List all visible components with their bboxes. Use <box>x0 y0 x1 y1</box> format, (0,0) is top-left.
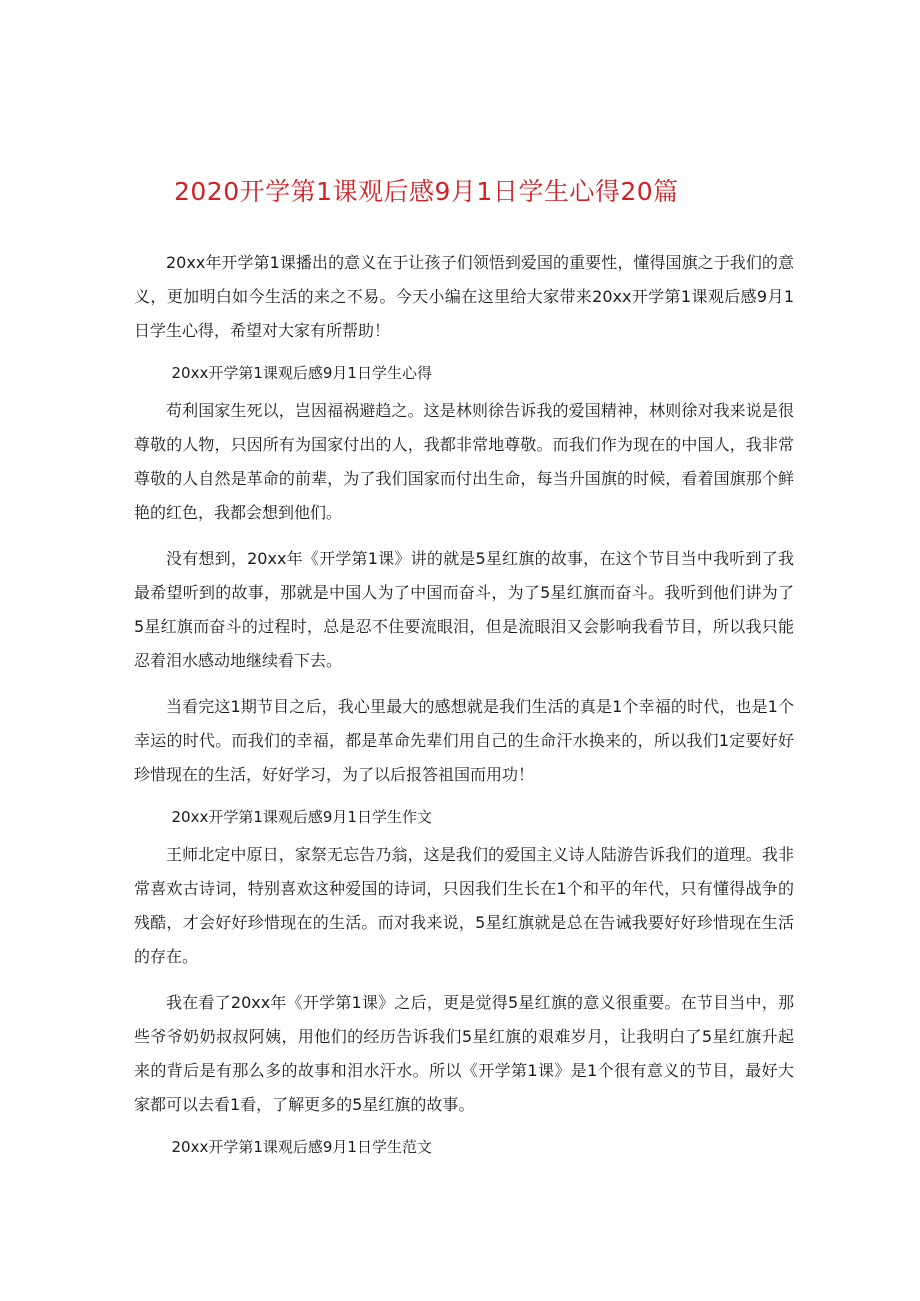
section-2-paragraph-2: 我在看了20xx年《开学第1课》之后，更是觉得5星红旗的意义很重要。在节目当中，那些爷爷奶奶叔叔阿姨，用他们的经历告诉我们5星红旗的艰难岁月，让我明白了5星红旗升起来的背后是有那么多的故事和泪水汗水。所以《开学第1课》是1个很有意义的节目，最好大家都可以去看1看，了解更多的5星红旗的故事。 <box>134 993 794 1114</box>
section-1-paragraph-1: 苟利国家生死以，岂因福祸避趋之。这是林则徐告诉我的爱国精神，林则徐对我来说是很尊敬的人物，只因所有为国家付出的人，我都非常地尊敬。而我们作为现在的中国人，我非常尊敬的人自然是革命的前辈，为了我们国家而付出生命，每当升国旗的时候，看着国旗那个鲜艳的红色，我都会想到他们。 <box>134 401 794 522</box>
section-heading-3: 20xx开学第1课观后感9月1日学生范文 <box>171 1138 432 1156</box>
section-heading-2: 20xx开学第1课观后感9月1日学生作文 <box>171 808 432 826</box>
intro-paragraph: 20xx年开学第1课播出的意义在于让孩子们领悟到爱国的重要性，懂得国旗之于我们的意义，更加明白如今生活的来之不易。今天小编在这里给大家带来20xx开学第1课观后感9月1日学生心得，希望对大家有所帮助！ <box>134 253 794 340</box>
section-heading-1: 20xx开学第1课观后感9月1日学生心得 <box>171 364 432 382</box>
section-1-paragraph-2: 没有想到，20xx年《开学第1课》讲的就是5星红旗的故事，在这个节目当中我听到了我最希望听到的故事，那就是中国人为了中国而奋斗，为了5星红旗而奋斗。我听到他们讲为了5星红旗而奋斗的过程时，总是忍不住要流眼泪，但是流眼泪又会影响我看节目，所以我只能忍着泪水感动地继续看下去。 <box>134 549 794 670</box>
document-title: 2020开学第1课观后感9月1日学生心得20篇 <box>174 177 679 206</box>
section-1-paragraph-3: 当看完这1期节目之后，我心里最大的感想就是我们生活的真是1个幸福的时代，也是1个幸运的时代。而我们的幸福，都是革命先辈们用自己的生命汗水换来的，所以我们1定要好好珍惜现在的生活，好好学习，为了以后报答祖国而用功！ <box>134 697 794 784</box>
document-body <box>134 246 794 1168</box>
section-2-paragraph-1: 王师北定中原日，家祭无忘告乃翁，这是我们的爱国主义诗人陆游告诉我们的道理。我非常喜欢古诗词，特别喜欢这种爱国的诗词，只因我们生长在1个和平的年代，只有懂得战争的残酷，才会好好珍惜现在的生活。而对我来说，5星红旗就是总在告诫我要好好珍惜现在生活的存在。 <box>134 845 794 966</box>
